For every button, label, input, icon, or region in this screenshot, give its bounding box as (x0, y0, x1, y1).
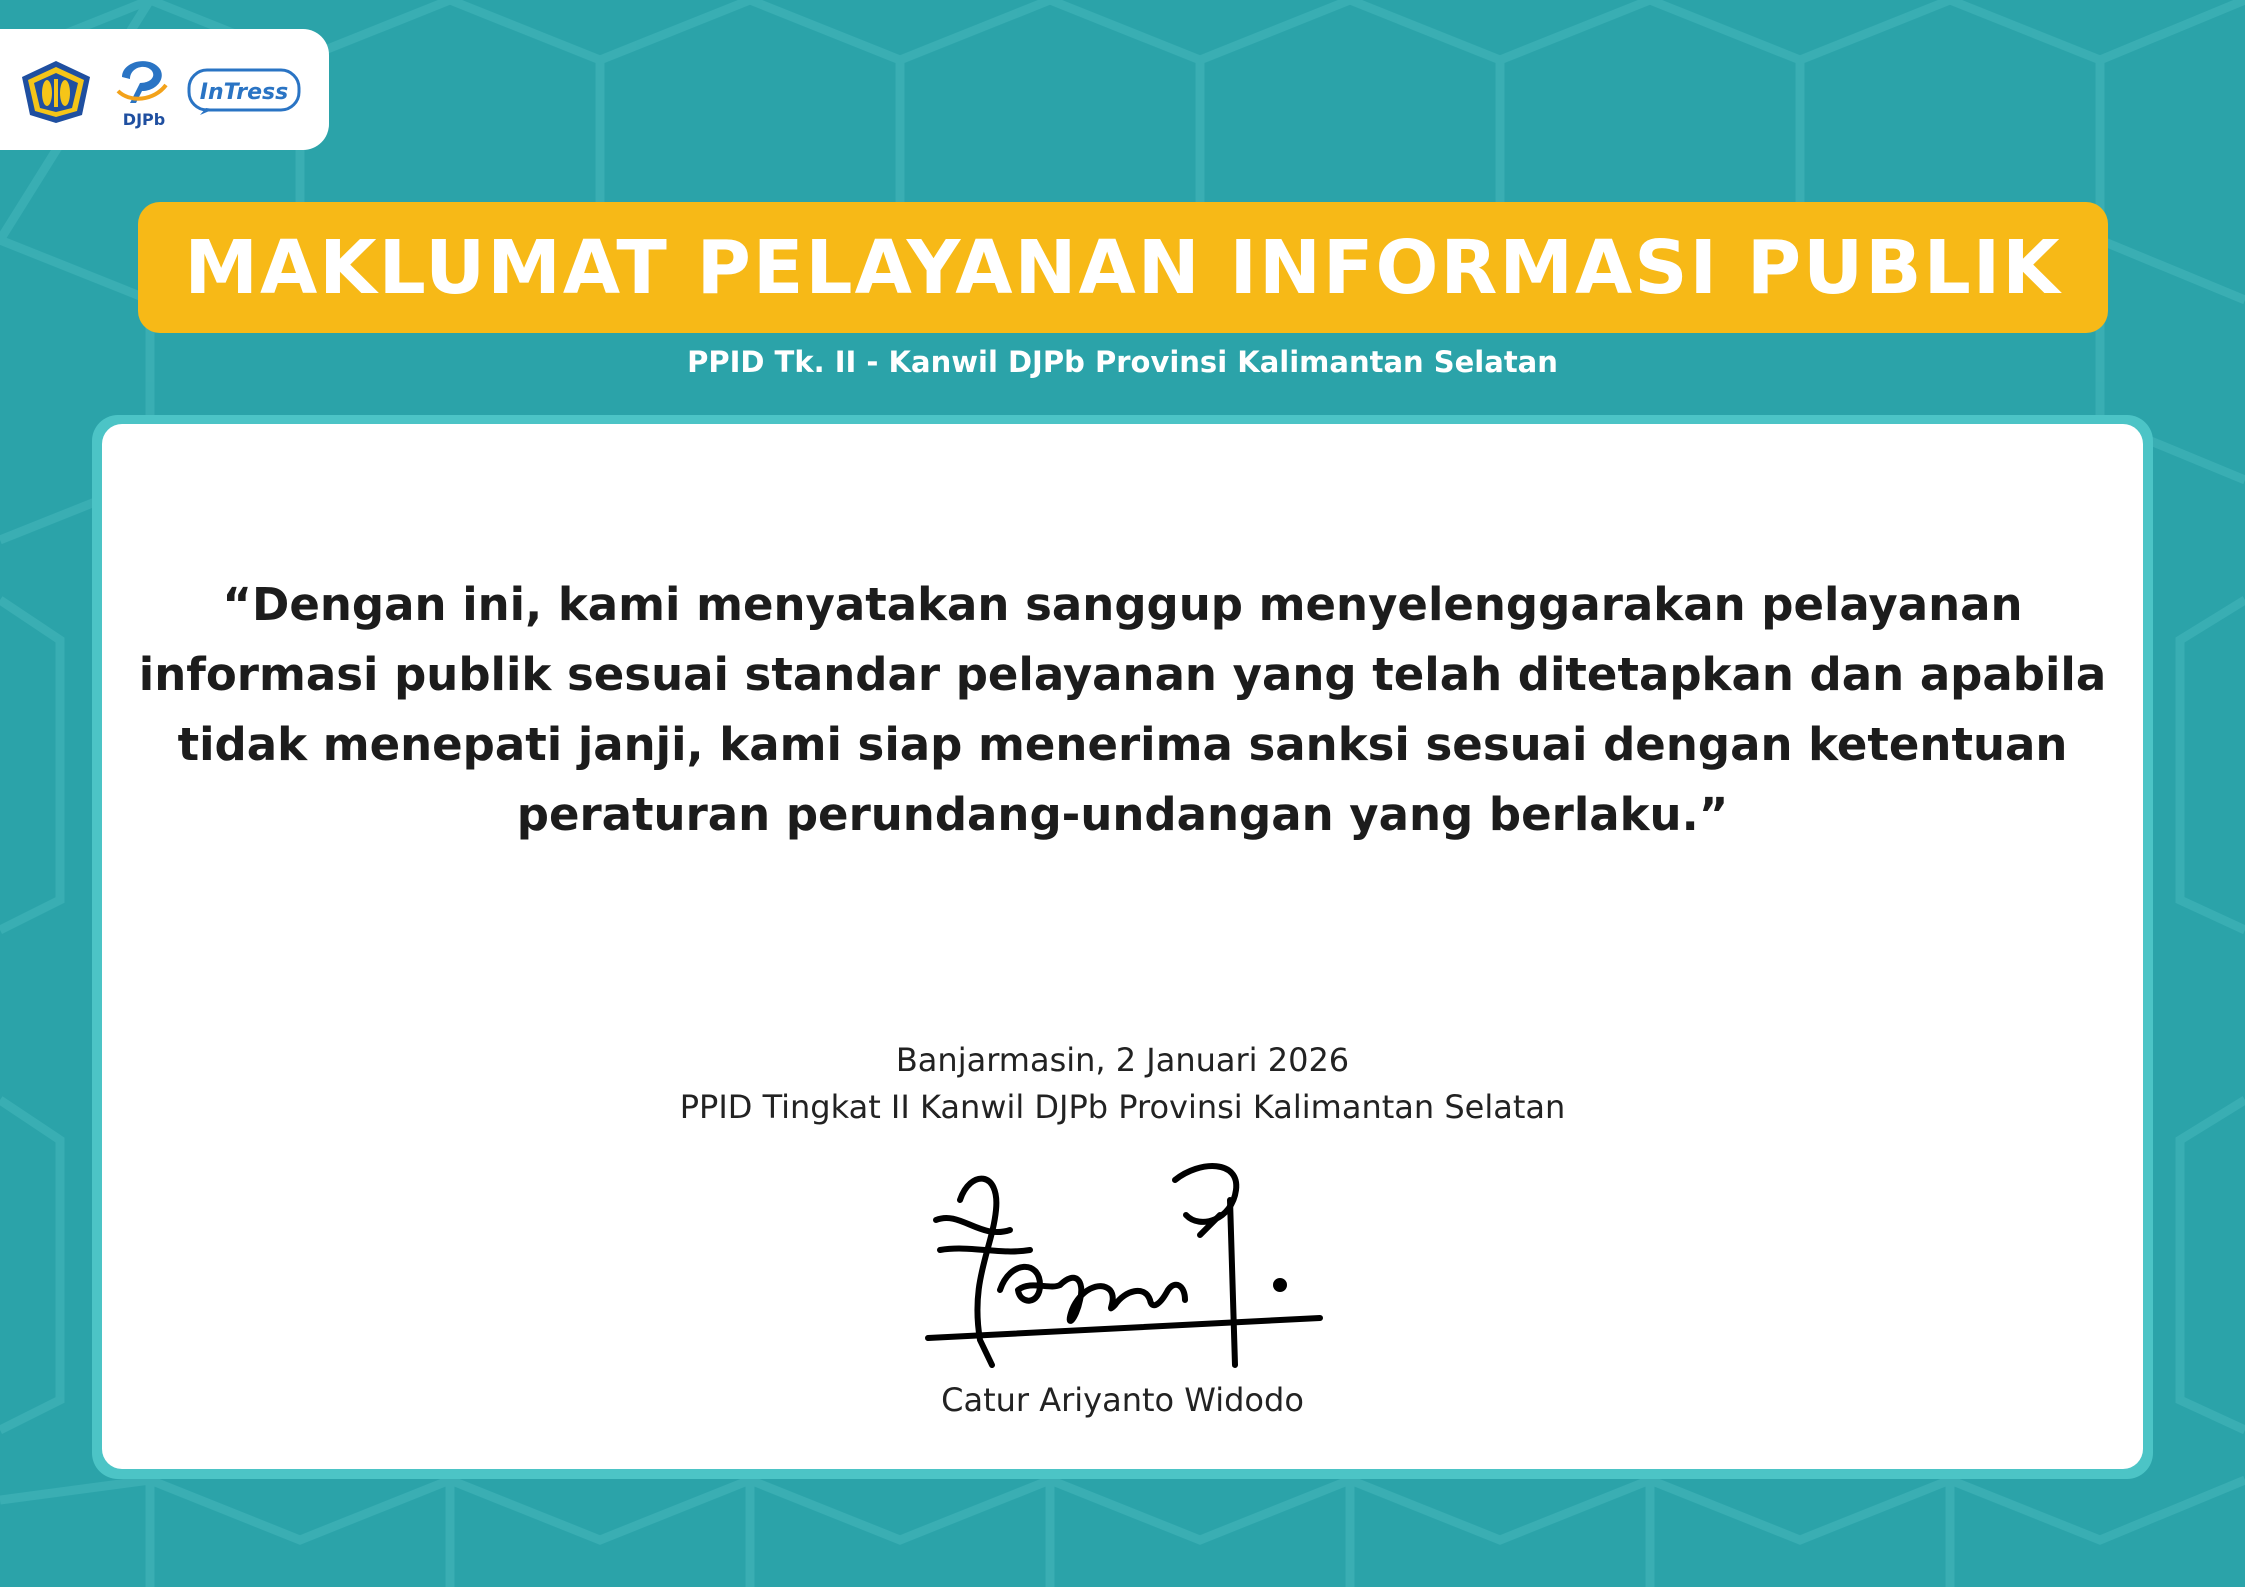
place-date: Banjarmasin, 2 Januari 2026 (895, 1041, 1350, 1079)
signatory-name: Catur Ariyanto Widodo (941, 1381, 1304, 1419)
title-banner (138, 202, 2108, 333)
signature-icon (900, 1140, 1340, 1370)
statement-line: peraturan perundang-undangan yang berlaku.” (516, 788, 1729, 841)
page-subtitle: PPID Tk. II - Kanwil DJPb Provinsi Kalimantan Selatan (687, 345, 1558, 379)
official-title: PPID Tingkat II Kanwil DJPb Provinsi Kalimantan Selatan (679, 1088, 1566, 1126)
statement-line: tidak menepati janji, kami siap menerima sanksi sesuai dengan ketentuan (177, 718, 2068, 771)
logo-panel (0, 29, 329, 150)
statement-line: “Dengan ini, kami menyatakan sanggup menyelenggarakan pelayanan (222, 578, 2023, 631)
kemenkeu-emblem-icon (16, 57, 96, 127)
djpb-label: DJPb (122, 110, 166, 129)
djpb-logo-icon (110, 51, 178, 129)
statement-text (110, 570, 2135, 850)
intress-label: InTress (199, 80, 289, 105)
statement-line: informasi publik sesuai standar pelayanan yang telah ditetapkan dan apabila (138, 648, 2107, 701)
page-title: MAKLUMAT PELAYANAN INFORMASI PUBLIK (184, 224, 2062, 311)
intress-logo-icon (186, 65, 306, 117)
